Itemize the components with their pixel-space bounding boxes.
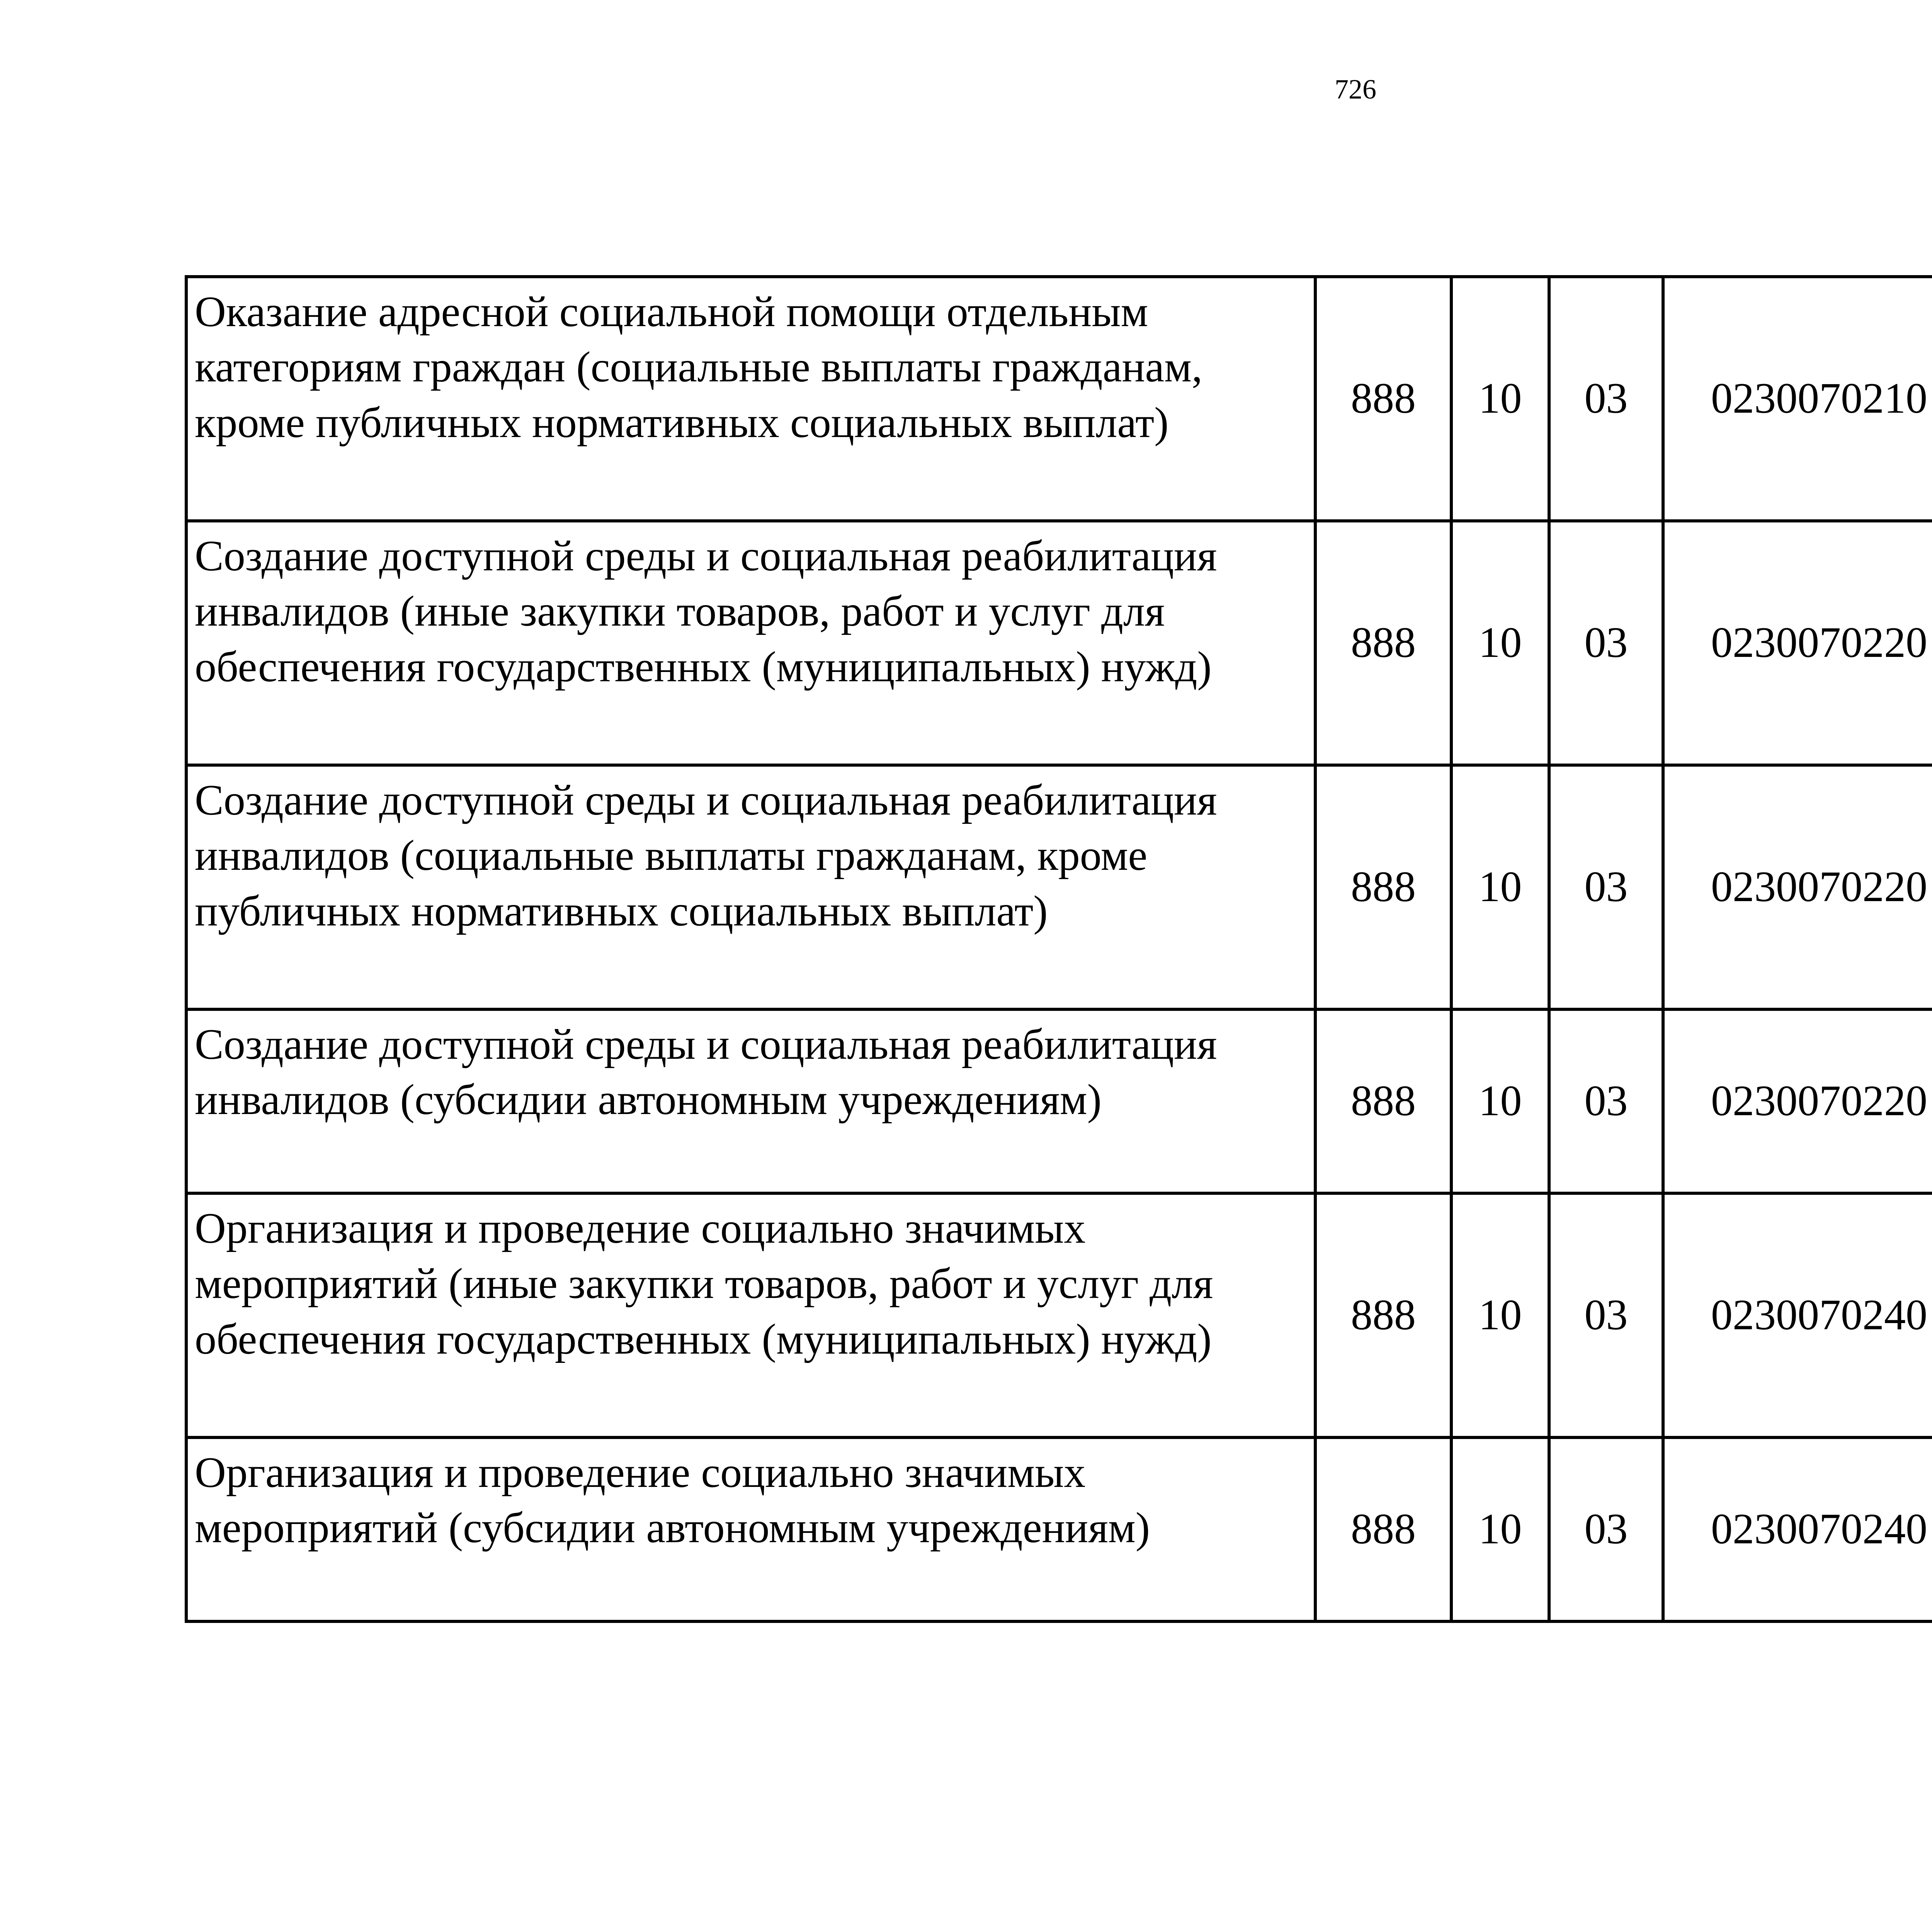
table-row <box>186 1193 1932 1437</box>
row-admin-code: 888 <box>1315 1009 1451 1193</box>
row-subsection: 03 <box>1549 521 1663 765</box>
row-admin-code: 888 <box>1315 765 1451 1009</box>
row-admin-code: 888 <box>1315 277 1451 521</box>
row-admin-code: 888 <box>1315 1193 1451 1437</box>
row-subsection: 03 <box>1549 1193 1663 1437</box>
row-section: 10 <box>1451 1009 1549 1193</box>
row-target-article: 0230070220 <box>1663 1009 1932 1193</box>
row-description: Организация и проведение социально значимых мероприятий (иные закупки товаров, работ и услуг для обеспечения государственных (муниципальных) нужд) <box>186 1193 1315 1437</box>
row-target-article: 0230070220 <box>1663 521 1932 765</box>
row-description: Создание доступной среды и социальная реабилитация инвалидов (иные закупки товаров, работ и услуг для обеспечения государственных (муниципальных) нужд) <box>186 521 1315 765</box>
row-description: Организация и проведение социально значимых мероприятий (субсидии автономным учреждениям) <box>186 1437 1315 1621</box>
table-row <box>186 1009 1932 1193</box>
row-section: 10 <box>1451 1193 1549 1437</box>
row-section: 10 <box>1451 521 1549 765</box>
row-target-article: 0230070220 <box>1663 765 1932 1009</box>
row-admin-code: 888 <box>1315 521 1451 765</box>
table-row <box>186 765 1932 1009</box>
row-subsection: 03 <box>1549 765 1663 1009</box>
row-description: Создание доступной среды и социальная реабилитация инвалидов (социальные выплаты гражданам, кроме публичных нормативных социальных выплат) <box>186 765 1315 1009</box>
table-row <box>186 1437 1932 1621</box>
row-description: Оказание адресной социальной помощи отдельным категориям граждан (социальные выплаты гражданам, кроме публичных нормативных социальных выплат) <box>186 277 1315 521</box>
table-row <box>186 277 1932 521</box>
row-section: 10 <box>1451 277 1549 521</box>
row-section: 10 <box>1451 1437 1549 1621</box>
budget-table <box>185 275 1932 1623</box>
row-subsection: 03 <box>1549 1009 1663 1193</box>
row-description: Создание доступной среды и социальная реабилитация инвалидов (субсидии автономным учреждениям) <box>186 1009 1315 1193</box>
page-number: 726 <box>1335 74 1376 105</box>
row-target-article: 0230070210 <box>1663 277 1932 521</box>
row-section: 10 <box>1451 765 1549 1009</box>
row-subsection: 03 <box>1549 277 1663 521</box>
row-target-article: 0230070240 <box>1663 1193 1932 1437</box>
row-admin-code: 888 <box>1315 1437 1451 1621</box>
table-row <box>186 521 1932 765</box>
row-target-article: 0230070240 <box>1663 1437 1932 1621</box>
row-subsection: 03 <box>1549 1437 1663 1621</box>
